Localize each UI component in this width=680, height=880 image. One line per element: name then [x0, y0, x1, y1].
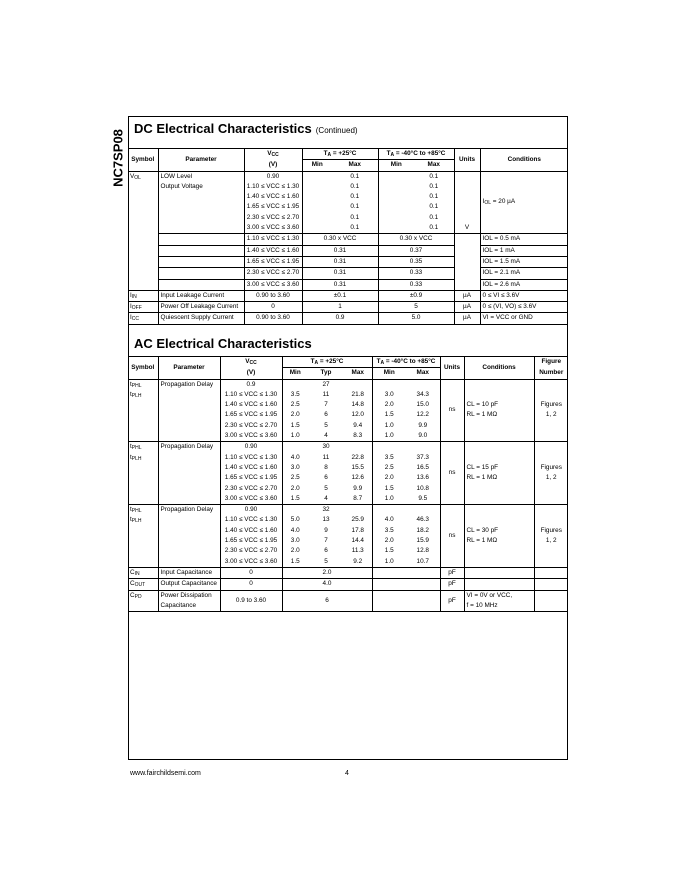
ac-delay-row: 1.65 ≤ VCC ≤ 1.95 3.0 7 14.4 2.0 15.9 — [128, 536, 568, 546]
dc-ioff-row: $I_{OFF}$ Power Off Leakage Current 0 1 5 µA 0 ≤ (VI, VO) ≤ 3.6V — [128, 302, 568, 313]
ac-delay-row: 1.40 ≤ VCC ≤ 1.60 4.0 9 17.8 3.5 18.2 — [128, 526, 568, 536]
ac-cpd-row: $C_{PD}$ Power Dissipation 0.9 to 3.60 6 pF VI = 0V or VCC, — [128, 590, 568, 601]
dc-subtitle: (Continued) — [315, 126, 358, 135]
dc-header-min: Min — [378, 160, 414, 171]
dc-vol-row: 1.40 ≤ VCC ≤ 1.60 0.31 0.37 IOL = 1 mA — [128, 245, 568, 256]
dc-header-units: Units — [454, 149, 480, 172]
ac-header-conditions: Conditions — [464, 357, 534, 380]
dc-vol-symbol: $V_{OL}$ — [128, 171, 158, 290]
ac-header-min25: Min — [282, 368, 308, 379]
ac-delay-unit: ns — [440, 505, 464, 568]
ac-cin-row: $C_{IN}$ Input Capacitance 0 2.0 pF — [128, 567, 568, 578]
dc-header-max25: Max — [332, 160, 378, 171]
dc-vol-cond: $I_{OL} = 20$ µA — [480, 171, 568, 234]
ac-delay-symbol: $t_{PHL}$ $t_{PLH}$ — [128, 379, 158, 442]
dc-header-vcc-unit: (V) — [244, 160, 302, 171]
dc-header-parameter: Parameter — [158, 149, 244, 172]
ac-delay-row: 2.30 ≤ VCC ≤ 2.70 2.0 6 11.3 1.5 12.8 — [128, 546, 568, 556]
ac-header-units: Units — [440, 357, 464, 380]
part-number-label — [106, 118, 130, 198]
dc-header-conditions: Conditions — [480, 149, 568, 172]
footer-page-number: 4 — [345, 770, 349, 777]
ac-delay-figure: Figures 1, 2 — [534, 379, 568, 442]
dc-vol-row: 1.10 ≤ VCC ≤ 1.30 0.30 x VCC 0.30 x VCC IOL = 0.5 mA — [128, 234, 568, 245]
dc-header-min25: Min — [302, 160, 332, 171]
part-number-text: NC7SP08 — [110, 129, 126, 187]
ac-delay-row: 3.00 ≤ VCC ≤ 3.60 1.5 5 9.2 1.0 10.7 — [128, 557, 568, 568]
ac-delay-figure: Figures 1, 2 — [534, 505, 568, 568]
ac-delay-row: 1.10 ≤ VCC ≤ 1.30 5.0 13 25.9 4.0 46.3 — [128, 515, 568, 525]
ac-header-typ: Typ — [308, 368, 344, 379]
dc-header-symbol: Symbol — [128, 149, 158, 172]
dc-vol-unit: V — [454, 171, 480, 234]
ac-header-max25: Max — [344, 368, 372, 379]
ac-delay-row: 1.40 ≤ VCC ≤ 1.60 3.0 8 15.5 2.5 16.5 — [128, 463, 568, 473]
dc-icc-row: $I_{CC}$ Quiescent Supply Current 0.90 to 3.60 0.9 5.0 µA VI = VCC or GND — [128, 313, 568, 324]
ac-header-symbol: Symbol — [128, 357, 158, 380]
ac-header-vcc-unit: (V) — [220, 368, 282, 379]
dc-vol-param1: LOW Level — [158, 171, 244, 182]
ac-characteristics-table — [128, 356, 568, 612]
dc-section-title — [134, 121, 358, 136]
dc-characteristics-table — [128, 148, 568, 325]
ac-delay-param: Propagation Delay — [158, 442, 220, 453]
ac-delay-row: 3.00 ≤ VCC ≤ 3.60 1.5 4 8.7 1.0 9.5 — [128, 494, 568, 505]
ac-delay-unit: ns — [440, 442, 464, 505]
ac-header-vcc: $V_{CC}$ — [220, 357, 282, 368]
ac-delay-conditions: CL = 30 pF RL = 1 MΩ — [464, 505, 534, 568]
dc-vol-row: 1.65 ≤ VCC ≤ 1.95 0.31 0.35 IOL = 1.5 mA — [128, 256, 568, 267]
footer-url[interactable]: www.fairchildsemi.com — [130, 770, 201, 777]
dc-header-max: Max — [414, 160, 454, 171]
dc-header-ta25: $T_A = +25^\circ C$ — [302, 149, 378, 160]
ac-delay-row: 1.10 ≤ VCC ≤ 1.30 4.0 11 22.8 3.5 37.3 — [128, 453, 568, 463]
ac-delay-row: 3.00 ≤ VCC ≤ 3.60 1.0 4 8.3 1.0 9.0 — [128, 431, 568, 442]
ac-delay-row: 2.30 ≤ VCC ≤ 2.70 2.0 5 9.9 1.5 10.8 — [128, 484, 568, 494]
ac-delay-symbol: $t_{PHL}$ $t_{PLH}$ — [128, 442, 158, 505]
ac-delay-row: 2.30 ≤ VCC ≤ 2.70 1.5 5 9.4 1.0 9.9 — [128, 421, 568, 431]
ac-delay-row: $t_{PHL}$ $t_{PLH}$ Propagation Delay 0.90 32 ns CL = 30 pF RL = 1 MΩ Figures 1, 2 — [128, 505, 568, 516]
dc-vol-row: $V_{OL}$ LOW Level 0.90 0.1 0.1 V $I_{OL} = 20$ µA — [128, 171, 568, 182]
ac-delay-row: 1.40 ≤ VCC ≤ 1.60 2.5 7 14.8 2.0 15.0 — [128, 400, 568, 410]
ac-header-min: Min — [372, 368, 406, 379]
dc-vol-row: 1.65 ≤ VCC ≤ 1.95 0.1 0.1 — [128, 202, 568, 212]
ac-header-number: Number — [534, 368, 568, 379]
ac-header-ta25: $T_A = +25^\circ C$ — [282, 357, 372, 368]
dc-header-tarange: $T_A = -40^\circ C$ to +85°C — [378, 149, 454, 160]
ac-title-text: AC Electrical Characteristics — [134, 336, 312, 351]
ac-delay-row: 1.65 ≤ VCC ≤ 1.95 2.5 6 12.6 2.0 13.6 — [128, 473, 568, 483]
ac-delay-row: 1.65 ≤ VCC ≤ 1.95 2.0 6 12.0 1.5 12.2 — [128, 410, 568, 420]
ac-section-title — [134, 336, 312, 351]
ac-delay-row: 1.10 ≤ VCC ≤ 1.30 3.5 11 21.8 3.0 34.3 — [128, 390, 568, 400]
dc-vol-param2: Output Voltage — [158, 182, 244, 192]
ac-header-tarange: $T_A = -40^\circ C$ to +85°C — [372, 357, 440, 368]
dc-vol-row: 3.00 ≤ VCC ≤ 3.60 0.1 0.1 — [128, 223, 568, 234]
ac-delay-figure: Figures 1, 2 — [534, 442, 568, 505]
ac-header-max: Max — [406, 368, 440, 379]
dc-vol-row: 3.00 ≤ VCC ≤ 3.60 0.31 0.33 IOL = 2.6 mA — [128, 279, 568, 290]
ac-cpd-row-2: Capacitance f = 10 MHz — [128, 601, 568, 612]
dc-header-vcc: $V_{CC}$ — [244, 149, 302, 160]
ac-header-parameter: Parameter — [158, 357, 220, 380]
ac-cout-row: $C_{OUT}$ Output Capacitance 0 4.0 pF — [128, 579, 568, 590]
ac-delay-conditions: CL = 10 pF RL = 1 MΩ — [464, 379, 534, 442]
dc-vol-row: 2.30 ≤ VCC ≤ 2.70 0.31 0.33 IOL = 2.1 mA — [128, 268, 568, 279]
ac-delay-symbol: $t_{PHL}$ $t_{PLH}$ — [128, 505, 158, 568]
ac-delay-row: $t_{PHL}$ $t_{PLH}$ Propagation Delay 0.90 30 ns CL = 15 pF RL = 1 MΩ Figures 1, 2 — [128, 442, 568, 453]
ac-delay-row: $t_{PHL}$ $t_{PLH}$ Propagation Delay 0.9 27 ns CL = 10 pF RL = 1 MΩ Figures 1, 2 — [128, 379, 568, 390]
ac-delay-unit: ns — [440, 379, 464, 442]
ac-header-figure: Figure — [541, 358, 562, 366]
ac-delay-param: Propagation Delay — [158, 379, 220, 390]
dc-iin-row: $I_{IN}$ Input Leakage Current 0.90 to 3.60 ±0.1 ±0.9 µA 0 ≤ VI ≤ 3.6V — [128, 290, 568, 301]
dc-title-text: DC Electrical Characteristics — [134, 121, 312, 136]
dc-vol-row: 2.30 ≤ VCC ≤ 2.70 0.1 0.1 — [128, 213, 568, 223]
dc-vol-row: Output Voltage 1.10 ≤ VCC ≤ 1.30 0.1 0.1 — [128, 182, 568, 192]
dc-vol-row: 1.40 ≤ VCC ≤ 1.60 0.1 0.1 — [128, 192, 568, 202]
ac-delay-param: Propagation Delay — [158, 505, 220, 516]
ac-delay-conditions: CL = 15 pF RL = 1 MΩ — [464, 442, 534, 505]
